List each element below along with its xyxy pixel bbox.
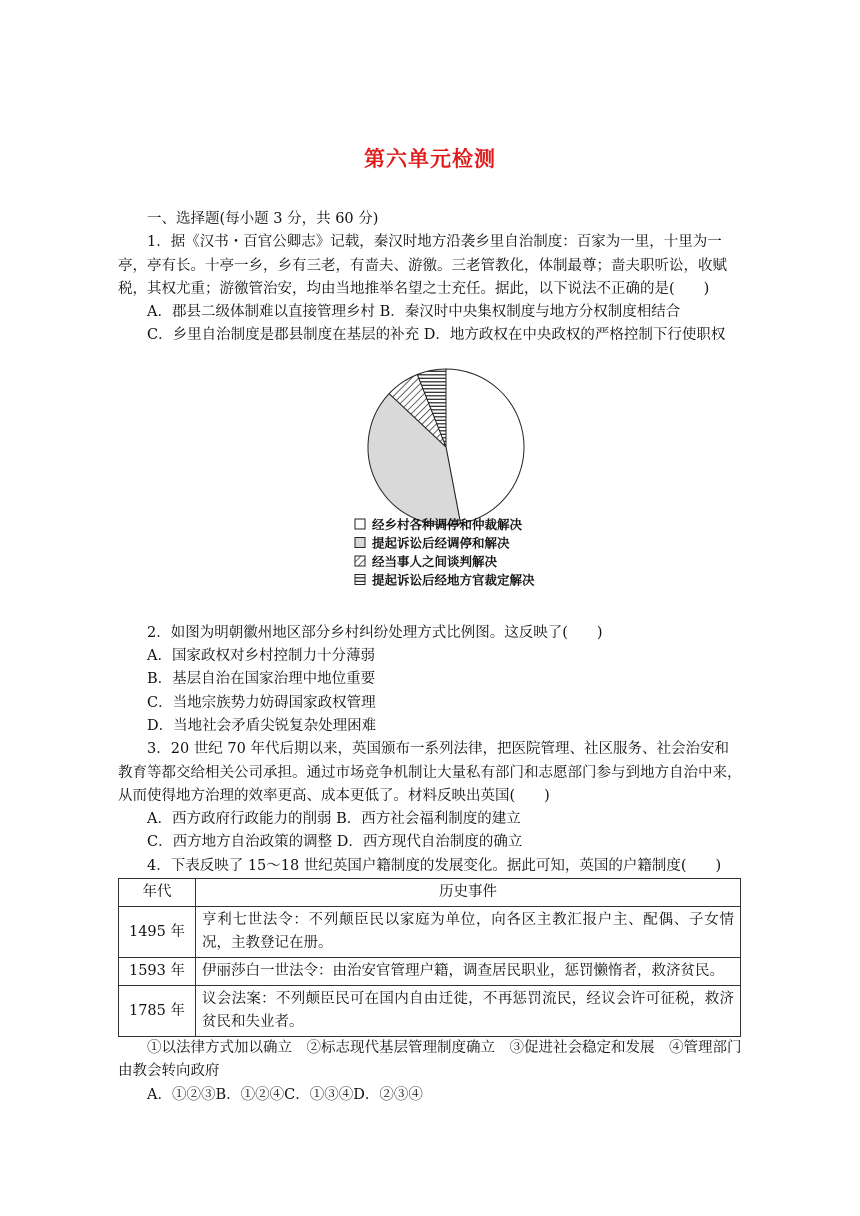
legend-label: 提起诉讼后经地方官裁定解决 (372, 572, 535, 588)
table-cell-year: 1593 年 (119, 958, 196, 986)
pie-chart (118, 360, 743, 618)
table-cell-year: 1495 年 (119, 907, 196, 958)
question-4-stem: 4．下表反映了 15～18 世纪英国户籍制度的发展变化。据此可知，英国的户籍制度( ) (147, 857, 722, 874)
legend-swatch (355, 574, 365, 584)
pie-slice (446, 369, 524, 524)
question-1-options-cd: C．乡里自治制度是郡县制度在基层的补充 D．地方政权在中央政权的严格控制下行使职权 (147, 327, 726, 344)
question-2-stem: 2．如图为明朝徽州地区部分乡村纠纷处理方式比例图。这反映了( ) (147, 624, 603, 641)
table-cell-event: 议会法案：不列颠臣民可在国内自由迁徙，不再惩罚流民，经议会许可征税，救济贫民和失业者。 (196, 986, 741, 1037)
question-3-options-ab: A．西方政府行政能力的削弱 B．西方社会福利制度的建立 (147, 811, 521, 828)
legend-label: 经当事人之间谈判解决 (372, 553, 498, 569)
legend-label: 经乡村各种调停和仲裁解决 (372, 516, 523, 532)
question-2-option-d: D．当地社会矛盾尖锐复杂处理困难 (147, 717, 377, 734)
question-1-stem: 1．据《汉书・百官公卿志》记载，秦汉时地方沿袭乡里自治制度：百家为一里，十里为一亭，亭有长。十亭一乡，乡有三老，有啬夫、游徼。三老管教化，体制最尊；啬夫职听讼，收赋税，其权尤重；游徼管治安，均由当地推举名望之士充任。据此，以下说法不正确的是( ) (118, 234, 727, 297)
question-2-option-c: C．当地宗族势力妨碍国家政权管理 (147, 694, 376, 711)
table-cell-year: 1785 年 (119, 986, 196, 1037)
table-header-event: 历史事件 (196, 879, 741, 907)
legend-swatch (355, 537, 365, 547)
question-3-stem: 3．20 世纪 70 年代后期以来，英国颁布一系列法律，把医院管理、社区服务、社会治安和教育等都交给相关公司承担。通过市场竞争机制让大量私有部门和志愿部门参与到地方自治中来，从而使得地方治理的效率更高、成本更低了。材料反映出英国( ) (118, 741, 742, 804)
table-cell-event: 伊丽莎白一世法令：由治安官管理户籍，调查居民职业，惩罚懒惰者，救济贫民。 (196, 958, 741, 986)
legend-swatch (355, 556, 365, 566)
question-1-options-ab: A．郡县二级体制难以直接管理乡村 B．秦汉时中央集权制度与地方分权制度相结合 (147, 304, 681, 321)
table-row (119, 958, 741, 986)
table-row (119, 986, 741, 1037)
table-row (119, 907, 741, 958)
table-header-row (119, 879, 741, 907)
table-header-year: 年代 (119, 879, 196, 907)
question-2-option-b: B．基层自治在国家治理中地位重要 (147, 671, 376, 688)
page-title: 第六单元检测 (364, 147, 496, 171)
history-table (118, 878, 741, 1037)
legend-swatch (355, 519, 365, 529)
exam-content (118, 208, 743, 1107)
question-4-statements: ①以法律方式加以确立 ②标志现代基层管理制度确立 ③促进社会稳定和发展 ④管理部门由教会转向政府 (118, 1040, 742, 1080)
question-2-option-a: A．国家政权对乡村控制力十分薄弱 (147, 648, 375, 665)
question-4-answers: A．①②③B．①②④C．①③④D．②③④ (147, 1086, 423, 1103)
pie-chart-svg (118, 360, 743, 618)
section-heading: 一、选择题(每小题 3 分，共 60 分) (147, 211, 379, 227)
question-3-options-cd: C．西方地方自治政策的调整 D．西方现代自治制度的确立 (147, 834, 523, 851)
legend-label: 提起诉讼后经调停和解决 (372, 535, 510, 551)
table-cell-event: 亨利七世法令：不列颠臣民以家庭为单位，向各区主教汇报户主、配偶、子女情况，主教登记在册。 (196, 907, 741, 958)
